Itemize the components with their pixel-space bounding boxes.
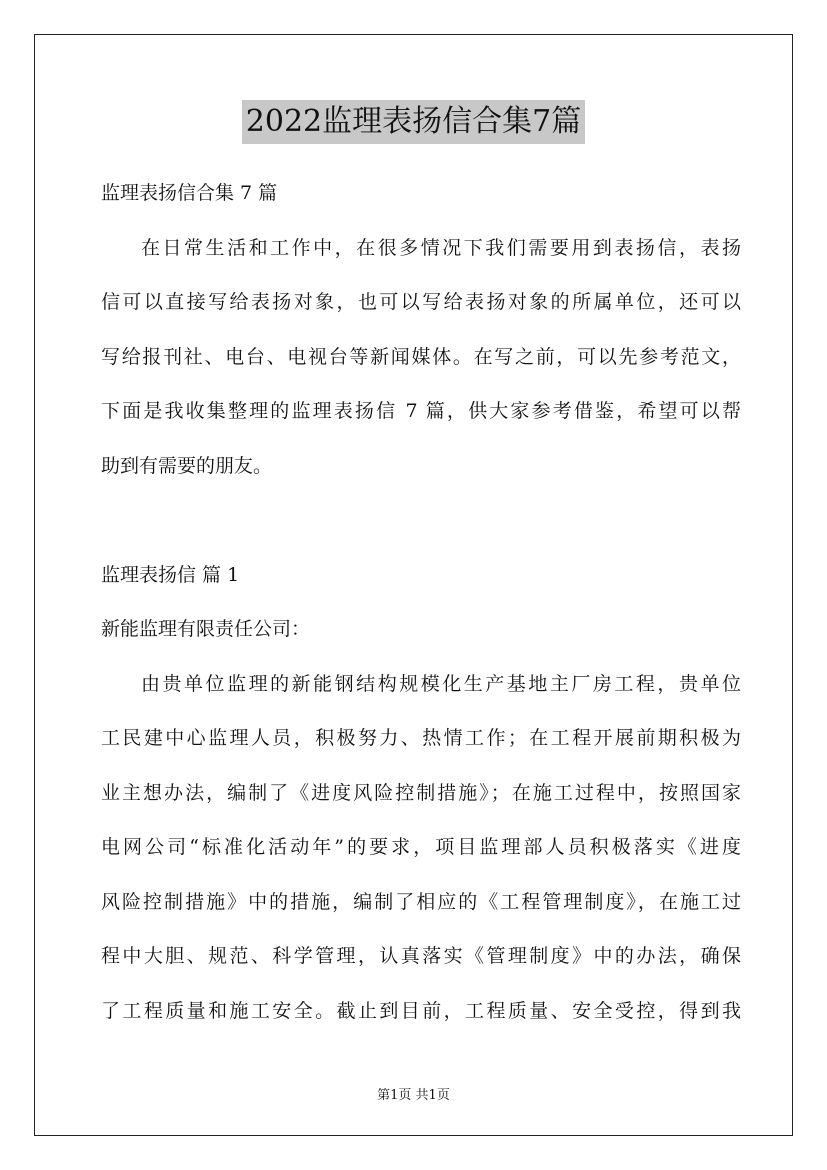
intro-line: 写给报刊社、电台、电视台等新闻媒体。在写之前，可以先参考范文，: [101, 345, 741, 368]
paragraph-gap: [101, 493, 741, 548]
body-line: 工民建中心监理人员，积极努力、热情工作；在工程开展前期积极为: [101, 727, 741, 749]
body-line: 了工程质量和施工安全。截止到目前，工程质量、安全受控，得到我: [101, 999, 741, 1022]
section-heading: 监理表扬信 篇 1: [101, 563, 240, 586]
body-line: 程中大胆、规范、科学管理，认真落实《管理制度》中的办法，确保: [101, 945, 741, 967]
document-body: [101, 166, 741, 1038]
intro-line: 助到有需要的朋友。: [101, 454, 273, 477]
intro-line: 下面是我收集整理的监理表扬信 7 篇，供大家参考借鉴，希望可以帮: [101, 400, 741, 422]
intro-line: 信可以直接写给表扬对象，也可以写给表扬对象的所属单位，还可以: [101, 291, 741, 313]
body-line: 由贵单位监理的新能钢结构规模化生产基地主厂房工程，贵单位: [141, 672, 741, 695]
body-line: 电网公司“标准化活动年”的要求，项目监理部人员积极落实《进度: [101, 836, 741, 858]
page-footer: 第1页 共1页: [377, 1088, 450, 1103]
title-container: [0, 100, 827, 144]
salutation: 新能监理有限责任公司：: [101, 618, 311, 640]
body-line: 风险控制措施》中的措施，编制了相应的《工程管理制度》，在施工过: [101, 890, 741, 913]
intro-line: 在日常生活和工作中，在很多情况下我们需要用到表扬信，表扬: [141, 236, 741, 259]
document-title: 2022监理表扬信合集7篇: [242, 100, 585, 144]
body-line: 业主想办法，编制了《进度风险控制措施》；在施工过程中，按照国家: [101, 781, 741, 804]
document-subtitle: 监理表扬信合集 7 篇: [101, 182, 278, 204]
